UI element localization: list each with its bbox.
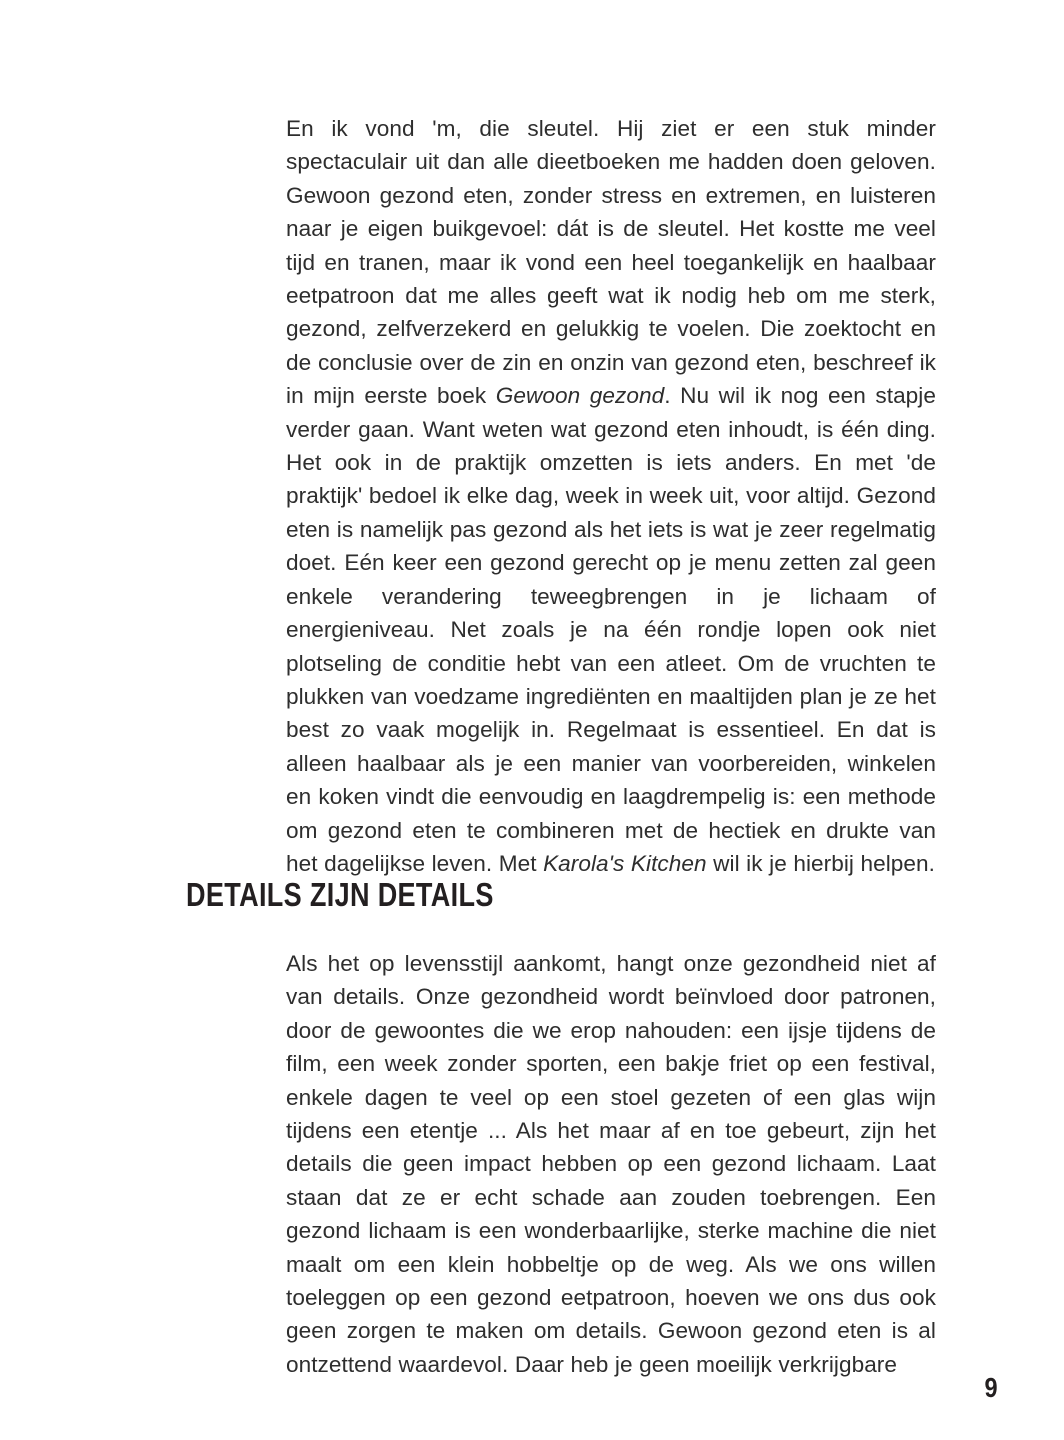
body-text-block-intro xyxy=(286,112,936,880)
book-title-karolas-kitchen: Karola's Kitchen xyxy=(543,850,707,876)
paragraph-details: Als het op levensstijl aankomt, hangt onze gezondheid niet af van details. Onze gezondheid wordt beïnvloed door patronen, door de gewoontes die we erop nahouden: een ijsje tijdens de film, een week zonder sporten, een bakje friet op een festival, enkele dagen te veel op een stoel gezeten of een glas wijn tijdens een etentje ... Als het maar af en toe gebeurt, zijn het details die geen impact hebben op een gezond lichaam. Laat staan dat ze er echt schade aan zouden toebrengen. Een gezond lichaam is een wonderbaarlijke, sterke machine die niet maalt om een klein hobbeltje op de weg. Als we ons willen toeleggen op een gezond eetpatroon, hoeven we ons dus ook geen zorgen te maken om details. Gewoon gezond eten is al ontzettend waardevol. Daar heb je geen moeilijk verkrijgbare xyxy=(286,951,936,1377)
page-number: 9 xyxy=(984,1372,998,1403)
paragraph-intro-part-1: En ik vond 'm, die sleutel. Hij ziet er een stuk minder spectaculair uit dan alle dieetboeken me hadden doen geloven. Gewoon gezond eten, zonder stress en extremen, en luisteren naar je eigen buikgevoel: dát is de sleutel. Het kostte me veel tijd en tranen, maar ik vond een heel toegankelijk en haalbaar eetpatroon dat me alles geeft wat ik nodig heb om me sterk, gezond, zelfverzekerd en gelukkig te voelen. Die zoektocht en de conclusie over de zin en onzin van gezond eten, beschreef ik in mijn eerste boek xyxy=(286,116,936,409)
paragraph-intro-part-2: . Nu wil ik nog een stapje verder gaan. Want weten wat gezond eten inhoudt, is één ding. Het ook in de praktijk omzetten is iets anders. En met 'de praktijk' bedoel ik elke dag, week in week uit, voor altijd. Gezond eten is namelijk pas gezond als het iets is wat je zeer regelmatig doet. Eén keer een gezond gerecht op je menu zetten zal geen enkele verandering teweegbrengen in je lichaam of energieniveau. Net zoals je na één rondje lopen ook niet plotseling de conditie hebt van een atleet. Om de vruchten te plukken van voedzame ingrediënten en maaltijden plan je ze het best zo vaak mogelijk in. Regelmaat is essentieel. En dat is alleen haalbaar als je een manier van voorbereiden, winkelen en koken vindt die eenvoudig en laagdrempelig is: een methode om gezond eten te combineren met de hectiek en drukte van het dagelijkse leven. Met xyxy=(286,383,936,876)
paragraph-intro-part-3: wil ik je hierbij helpen. xyxy=(706,850,935,876)
book-title-gewoon-gezond: Gewoon gezond xyxy=(495,383,665,409)
body-text-block-details xyxy=(286,947,936,1381)
paragraph-intro xyxy=(286,112,936,880)
section-heading-details-zijn-details: DETAILS ZIJN DETAILS xyxy=(186,876,494,913)
